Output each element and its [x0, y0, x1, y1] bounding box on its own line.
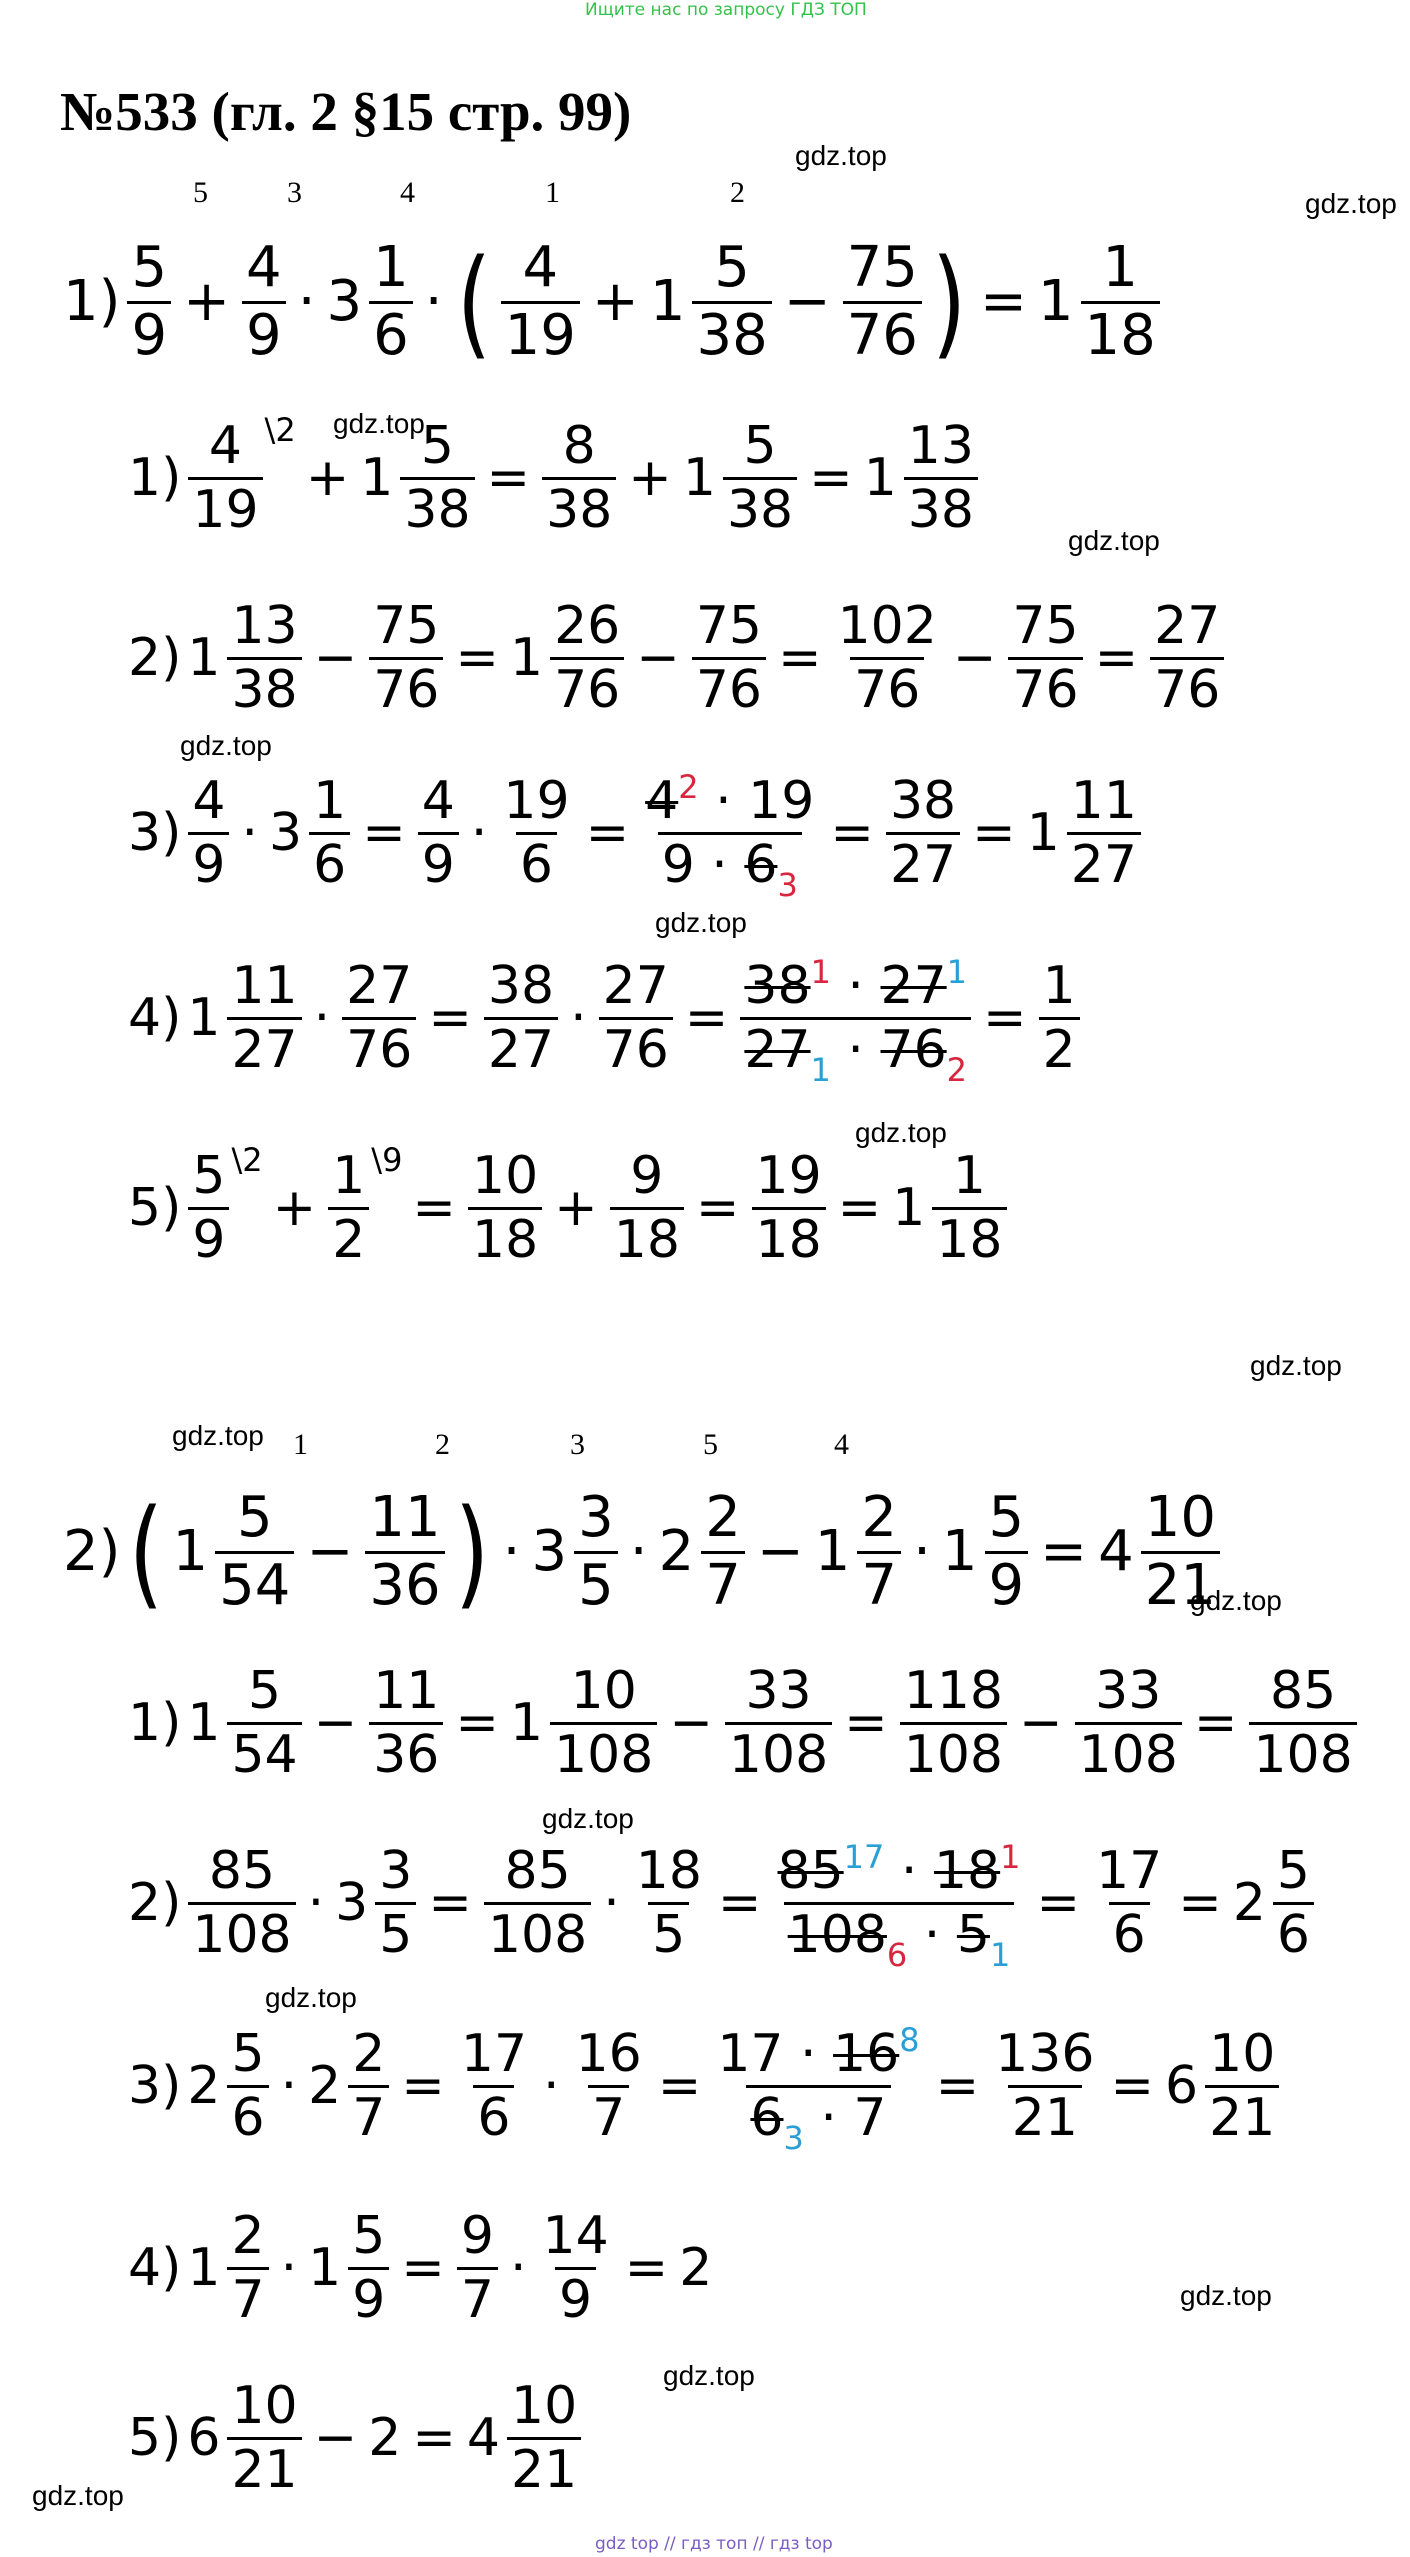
problem-2-expression: 2) ( 1 5 54 − $\frac{11}{36}$ ) · 3 3 5 · 2 2 7 − 1 2 7 · 1 $\frac{5}{9}$ = 4 10 21: [60, 1490, 1224, 1614]
order-mark: 2: [730, 176, 745, 209]
order-mark: 2: [435, 1428, 450, 1461]
order-mark: 3: [570, 1428, 585, 1461]
watermark: gdz.top: [1250, 1350, 1342, 1381]
watermark: gdz.top: [542, 1803, 634, 1834]
watermark: gdz.top: [855, 1117, 947, 1148]
order-mark: 3: [287, 176, 302, 209]
step-2-1-expression: 1) 1 5 54 − $\frac{11}{36}$ = 1 10 108 − $\frac{33}{108}$ = $\frac{118}{108}$ − $\frac{33}{108}$ = $\frac{85}{108}$: [125, 1665, 1361, 1781]
step-2-5-expression: 5) 6 10 21 − 2 = 4 10 21: [125, 2380, 585, 2496]
step-1-5-expression: 5) 5 9 \2 + $\frac{1}{2}$ \9 = $\frac{10}{18}$ + $\frac{9}{18}$ = $\frac{19}{18}$ = 1 1 18: [125, 1150, 1011, 1266]
step-1-1-expression: 1) 4 19 \2 + 1 $\frac{5}{38}$ = $\frac{8}{38}$ + 1 $\frac{5}{38}$ = 1 13 38: [125, 420, 982, 536]
step-2-4-expression: 4) 1 2 7 · 1 $\frac{5}{9}$ = $\frac{9}{7}$ · $\frac{14}{9}$ = 2: [128, 2206, 713, 2330]
order-mark: 4: [400, 176, 415, 209]
order-mark: 1: [293, 1428, 308, 1461]
search-banner[interactable]: Ищите нас по запросу ГДЗ ТОП: [585, 0, 867, 20]
watermark: gdz.top: [172, 1420, 264, 1451]
watermark: gdz.top: [1190, 1585, 1282, 1616]
step-1-2-expression: 2) 1 13 38 − $\frac{75}{76}$ = 1 26 76 − $\frac{75}{76}$ = $\frac{102}{76}$ − $\frac{75}{76}$ = $\frac{27}{76}$: [125, 600, 1228, 716]
order-mark: 1: [545, 176, 560, 209]
footer-links[interactable]: gdz top // гдз топ // гдз top: [595, 2534, 833, 2554]
step-2-3-expression: 3) 2 5 6 · 2 $\frac{2}{7}$ = $\frac{17}{6}$ · $\frac{16}{7}$ = $\frac{17 \cdot 16^8}{6_3 \cdot 7}$ = $\frac{136}{21}$ = 6 10 21: [125, 2028, 1283, 2144]
step-2-2-expression: 2) 85 108 · 3 $\frac{3}{5}$ = $\frac{85}{108}$ · $\frac{18}{5}$ = $\frac{85^{17} \cdot 18^1}{108_6 \cdot 5_1}$ = $\frac{17}{6}$ = 2 5 6: [125, 1845, 1318, 1961]
watermark: gdz.top: [180, 730, 272, 761]
order-mark: 5: [193, 176, 208, 209]
page-title: №533 (гл. 2 §15 стр. 99): [60, 81, 632, 142]
watermark: gdz.top: [32, 2480, 124, 2511]
watermark: gdz.top: [1068, 525, 1160, 556]
watermark: gdz.top: [333, 408, 425, 439]
watermark: gdz.top: [795, 140, 887, 171]
watermark: gdz.top: [265, 1982, 357, 2013]
watermark: gdz.top: [655, 907, 747, 938]
step-1-4-expression: 4) 1 11 27 · $\frac{27}{76}$ = $\frac{38}{27}$ · $\frac{27}{76}$ = $\frac{38^1 \cdot 27^1}{27_1 \cdot 76_2}$ = $\frac{1}{2}$: [125, 960, 1084, 1076]
order-mark: 5: [703, 1428, 718, 1461]
watermark: gdz.top: [1305, 188, 1397, 219]
watermark: gdz.top: [1180, 2280, 1272, 2311]
order-mark: 4: [834, 1428, 849, 1461]
step-1-3-expression: 3) 4 9 · 3 $\frac{1}{6}$ = $\frac{4}{9}$ · $\frac{19}{6}$ = $\frac{4^2 \cdot 19}{9 \cdot 6_3}$ = $\frac{38}{27}$ = 1 11 27: [125, 775, 1145, 891]
watermark: gdz.top: [663, 2360, 755, 2391]
problem-1-expression: 1) 5 9 + $\frac{4}{9}$ · 3 1 6 · ( 4 19 + 1 5 38 − $\frac{75}{76}$ ) = 1 1 18: [60, 240, 1164, 364]
